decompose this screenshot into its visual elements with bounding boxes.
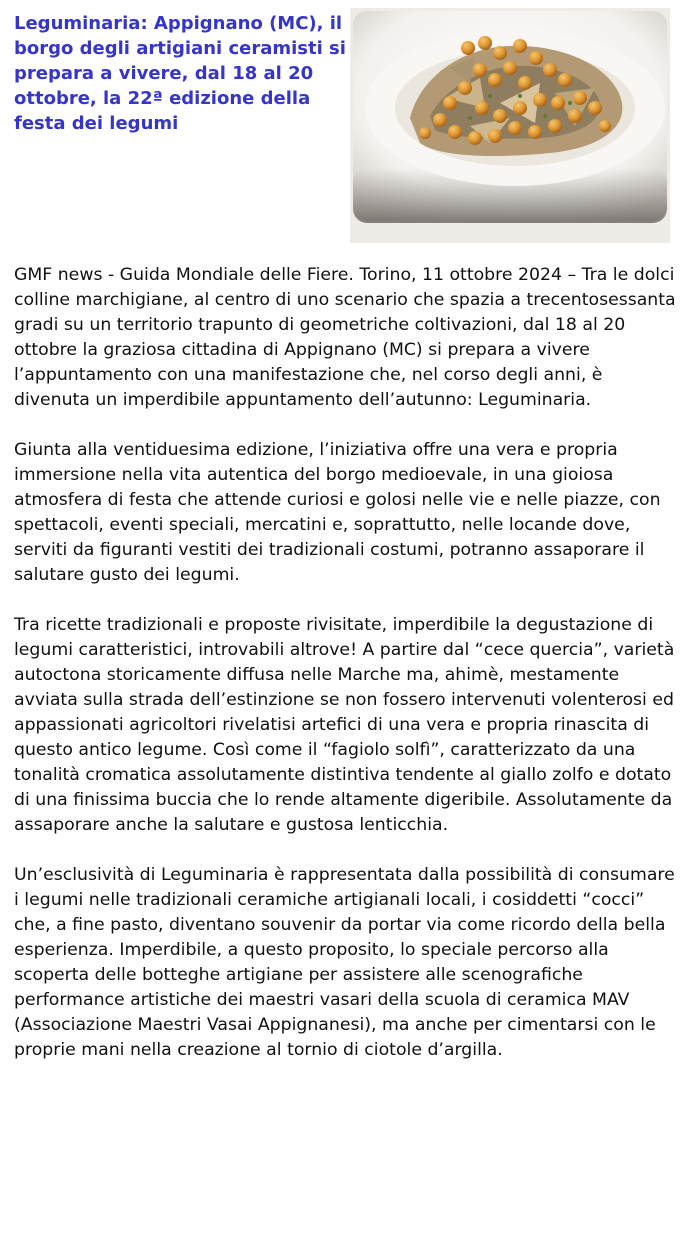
article-image [350, 8, 670, 243]
article-paragraph: GMF news - Guida Mondiale delle Fiere. Torino, 11 ottobre 2024 – Tra le dolci colline marchigiane, al centro di uno scenario che spazia a trecentosessanta gradi su un territorio trapunto di geometriche coltivazioni, dal 18 al 20 ottobre la graziosa cittadina di Appignano (MC) si prepara a vivere l’appuntamento con una manifestazione che, nel corso degli anni, è divenuta un imperdibile appuntamento dell’autunno: Leguminaria. [14, 265, 676, 410]
article-paragraph: Giunta alla ventiduesima edizione, l’iniziativa offre una vera e propria immersione nella vita autentica del borgo medioevale, in una gioiosa atmosfera di festa che attende curiosi e golosi nelle vie e nelle piazze, con spettacoli, eventi speciali, mercatini e, soprattutto, nelle locande dove, serviti da figuranti vestiti dei tradizionali costumi, potranno assaporare il salutare gusto dei legumi. [14, 440, 661, 585]
article-paragraph: Un’esclusività di Leguminaria è rappresentata dalla possibilità di consumare i legumi nelle tradizionali ceramiche artigianali locali, i cosiddetti “cocci” che, a fine pasto, diventano souvenir da portar via come ricordo della bella esperienza. Imperdibile, a questo proposito, lo speciale percorso alla scoperta delle botteghe artigiane per assistere alle scenografiche performance artistiche dei maestri vasari della scuola di ceramica MAV (Associazione Maestri Vasai Appignanesi), ma anche per cimentarsi con le proprie mani nella creazione al tornio di ciotole d’argilla. [14, 865, 675, 1060]
article-body [14, 263, 678, 1088]
legume-dish-photo [350, 8, 670, 243]
article-paragraph: Tra ricette tradizionali e proposte rivisitate, imperdibile la degustazione di legumi caratteristici, introvabili altrove! A partire dal “cece quercia”, varietà autoctona storicamente diffusa nelle Marche ma, ahimè, mestamente avviata sulla strada dell’estinzione se non fossero intervenuti volenterosi ed appassionati agricoltori rivelatisi artefici di una vera e propria rinascita di questo antico legume. Così come il “fagiolo solfì”, caratterizzato da una tonalità cromatica assolutamente distintiva tendente al giallo zolfo e dotato di una finissima buccia che lo rende altamente digeribile. Assolutamente da assaporare anche la salutare e gustosa lenticchia. [14, 615, 675, 835]
article-title[interactable]: Leguminaria: Appignano (MC), il borgo degli artigiani ceramisti si prepara a vivere, dal 18 al 20 ottobre, la 22ª edizione della festa dei legumi [14, 13, 346, 134]
